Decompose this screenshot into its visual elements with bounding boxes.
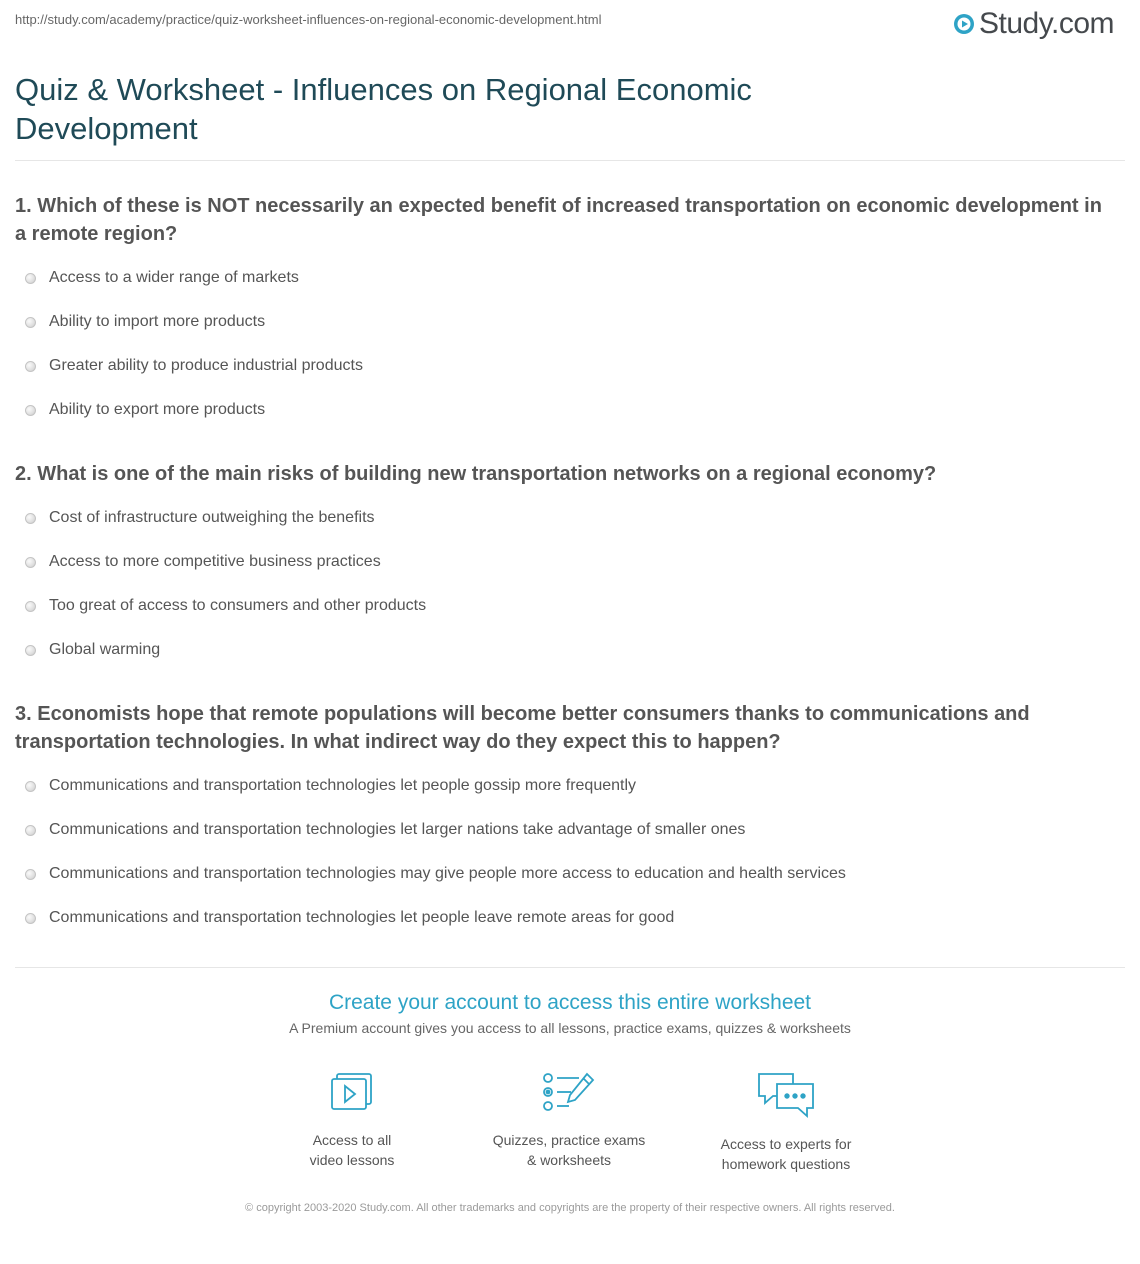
create-account-link[interactable]: Create your account to access this entire worksheet bbox=[328, 991, 812, 1014]
answer-list bbox=[15, 496, 1115, 672]
chat-bubbles-icon bbox=[753, 1070, 819, 1120]
radio-icon[interactable] bbox=[25, 361, 36, 372]
radio-icon[interactable] bbox=[25, 869, 36, 880]
question-text: 3. Economists hope that remote populations will become better consumers thanks to communications and transportation technologies. In what indirect way do they expect this to happen? bbox=[15, 703, 1030, 753]
radio-icon[interactable] bbox=[25, 317, 36, 328]
feature-experts bbox=[686, 1070, 886, 1174]
feature-label: Access to all video lessons bbox=[309, 1132, 395, 1168]
quiz-checklist-icon bbox=[539, 1070, 599, 1116]
cta-subtitle: A Premium account gives you access to all lessons, practice exams, quizzes & worksheets bbox=[289, 1020, 851, 1036]
answer-label: Access to more competitive business practices bbox=[49, 553, 381, 570]
cta-divider bbox=[15, 967, 1125, 968]
answer-label: Cost of infrastructure outweighing the benefits bbox=[49, 509, 375, 526]
radio-icon[interactable] bbox=[25, 645, 36, 656]
answer-label: Too great of access to consumers and other products bbox=[49, 597, 427, 614]
answer-label: Access to a wider range of markets bbox=[49, 269, 299, 286]
page-title: Quiz & Worksheet - Influences on Regional Economic Development bbox=[15, 72, 752, 146]
radio-icon[interactable] bbox=[25, 601, 36, 612]
answer-option[interactable] bbox=[15, 388, 1115, 432]
answer-option[interactable] bbox=[15, 896, 1115, 940]
study-logo[interactable] bbox=[953, 8, 1114, 40]
answer-option[interactable] bbox=[15, 300, 1115, 344]
question-1 bbox=[15, 192, 1115, 432]
answer-label: Communications and transportation technologies let people leave remote areas for good bbox=[49, 909, 675, 926]
answer-label: Ability to export more products bbox=[49, 401, 266, 418]
answer-label: Greater ability to produce industrial products bbox=[49, 357, 363, 374]
radio-icon[interactable] bbox=[25, 273, 36, 284]
play-circle-icon bbox=[953, 13, 975, 35]
answer-list bbox=[15, 256, 1115, 432]
cta-section bbox=[0, 990, 1140, 1036]
question-2 bbox=[15, 460, 1115, 672]
answer-label: Ability to import more products bbox=[49, 313, 266, 330]
answer-option[interactable] bbox=[15, 852, 1115, 896]
copyright-text: © copyright 2003-2020 Study.com. All other trademarks and copyrights are the property of their respective owners. All rights reserved. bbox=[245, 1202, 895, 1214]
logo-text: Study.com bbox=[979, 7, 1114, 40]
radio-icon[interactable] bbox=[25, 781, 36, 792]
radio-icon[interactable] bbox=[25, 405, 36, 416]
answer-label: Communications and transportation technologies let people gossip more frequently bbox=[49, 777, 637, 794]
page-url: http://study.com/academy/practice/quiz-worksheet-influences-on-regional-economic-development.html bbox=[15, 12, 602, 27]
answer-option[interactable] bbox=[15, 628, 1115, 672]
answer-option[interactable] bbox=[15, 256, 1115, 300]
answer-label: Global warming bbox=[49, 641, 161, 658]
radio-icon[interactable] bbox=[25, 557, 36, 568]
question-text: 1. Which of these is NOT necessarily an expected benefit of increased transportation on economic development in a remote region? bbox=[15, 195, 1102, 245]
feature-quizzes bbox=[469, 1070, 669, 1170]
answer-option[interactable] bbox=[15, 584, 1115, 628]
title-divider bbox=[15, 160, 1125, 161]
answer-option[interactable] bbox=[15, 496, 1115, 540]
question-3 bbox=[15, 700, 1115, 940]
answer-option[interactable] bbox=[15, 808, 1115, 852]
answer-list bbox=[15, 764, 1115, 940]
answer-label: Communications and transportation technologies may give people more access to education and health services bbox=[49, 865, 846, 882]
feature-video-lessons bbox=[252, 1070, 452, 1170]
answer-label: Communications and transportation technologies let larger nations take advantage of smaller ones bbox=[49, 821, 746, 838]
answer-option[interactable] bbox=[15, 344, 1115, 388]
radio-icon[interactable] bbox=[25, 513, 36, 524]
feature-label: Access to experts for homework questions bbox=[720, 1136, 852, 1172]
radio-icon[interactable] bbox=[25, 913, 36, 924]
answer-option[interactable] bbox=[15, 540, 1115, 584]
question-text: 2. What is one of the main risks of building new transportation networks on a regional economy? bbox=[15, 463, 937, 485]
video-lessons-icon bbox=[324, 1070, 380, 1116]
radio-icon[interactable] bbox=[25, 825, 36, 836]
answer-option[interactable] bbox=[15, 764, 1115, 808]
feature-label: Quizzes, practice exams & worksheets bbox=[492, 1132, 646, 1168]
